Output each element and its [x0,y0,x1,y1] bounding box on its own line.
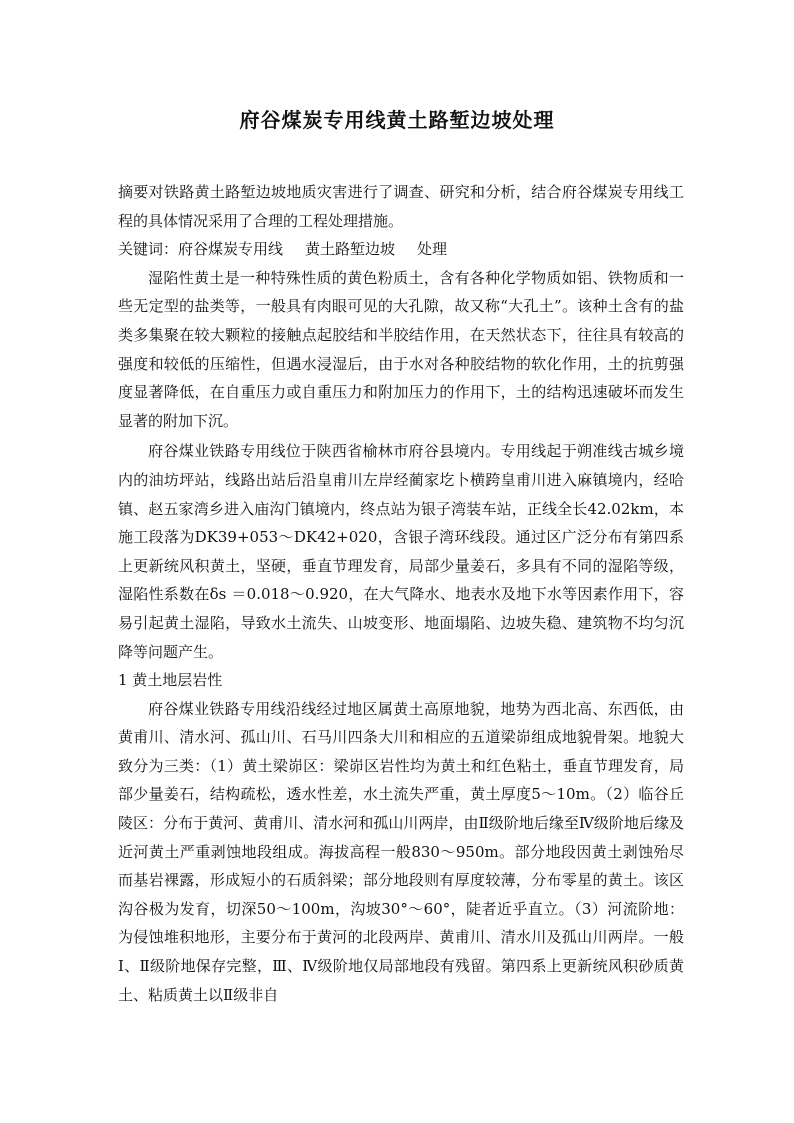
body-paragraph: 湿陷性黄土是一种特殊性质的黄色粉质土，含有各种化学物质如铝、铁物质和一些无定型的盐类等，一般具有肉眼可见的大孔隙，故又称“大孔土”。该种土含有的盐类多集聚在较大颗粒的接触点起胶结和半胶结作用，在天然状态下，往往具有较高的强度和较低的压缩性，但遇水浸湿后，由于水对各种胶结物的软化作用，土的抗剪强度显著降低，在自重压力或自重压力和附加压力的作用下，土的结构迅速破坏而发生显著的附加下沉。 [118,268,684,430]
keywords-label: 关键词： [118,240,179,259]
abstract-paragraph: 摘要对铁路黄土路堑边坡地质灾害进行了调查、研究和分析，结合府谷煤炭专用线工程的具体情况采用了合理的工程处理措施。 [118,183,684,230]
body-paragraph: 府谷煤业铁路专用线沿线经过地区属黄土高原地貌，地势为西北高、东西低，由黄甫川、清水河、孤山川、石马川四条大川和相应的五道梁峁组成地貌骨架。地貌大致分为三类：（1）黄土梁峁区：梁峁区岩性均为黄土和红色粘土，垂直节理发育，局部少量姜石，结构疏松，透水性差，水土流失严重，黄土厚度5～10m。（2）临谷丘陵区：分布于黄河、黄甫川、清水河和孤山川两岸，由Ⅱ级阶地后缘至Ⅳ级阶地后缘及近河黄土严重剥蚀地段组成。海拔高程一般830～950m。部分地段因黄土剥蚀殆尽而基岩裸露，形成短小的石质斜梁；部分地段则有厚度较薄，分布零星的黄土。该区沟谷极为发育，切深50～100m，沟坡30°～60°，陡者近乎直立。（3）河流阶地：为侵蚀堆积地形，主要分布于黄河的北段两岸、黄甫川、清水川及孤山川两岸。一般Ⅰ、Ⅱ级阶地保存完整，Ⅲ、Ⅳ级阶地仅局部地段有残留。第四系上更新统风积砂质黄土、粘质黄土以Ⅱ级非自 [118,699,684,1004]
section-heading: 1 黄土地层岩性 [118,671,223,690]
keyword-item: 处理 [417,240,448,259]
keywords-line [118,235,684,264]
keyword-item: 黄土路堑边坡 [305,240,396,259]
keyword-item: 府谷煤炭专用线 [178,240,284,259]
body-paragraph: 府谷煤业铁路专用线位于陕西省榆林市府谷县境内。专用线起于朔准线古城乡境内的油坊坪站，线路出站后沿皇甫川左岸经蔺家圪卜横跨皇甫川进入麻镇境内，经哈镇、赵五家湾乡进入庙沟门镇境内，终点站为银子湾装车站，正线全长42.02km，本施工段落为DK39+053～DK42+020，含银子湾环线段。通过区广泛分布有第四系上更新统风积黄土，坚硬，垂直节理发育，局部少量姜石，多具有不同的湿陷等级，湿陷性系数在δs ＝0.018～0.920，在大气降水、地表水及地下水等因素作用下，容易引起黄土湿陷，导致水土流失、山坡变形、地面塌陷、边坡失稳、建筑物不均匀沉降等问题产生。 [118,442,684,661]
document-body [118,178,684,1009]
document-title: 府谷煤炭专用线黄土路堑边坡处理 [239,108,555,132]
